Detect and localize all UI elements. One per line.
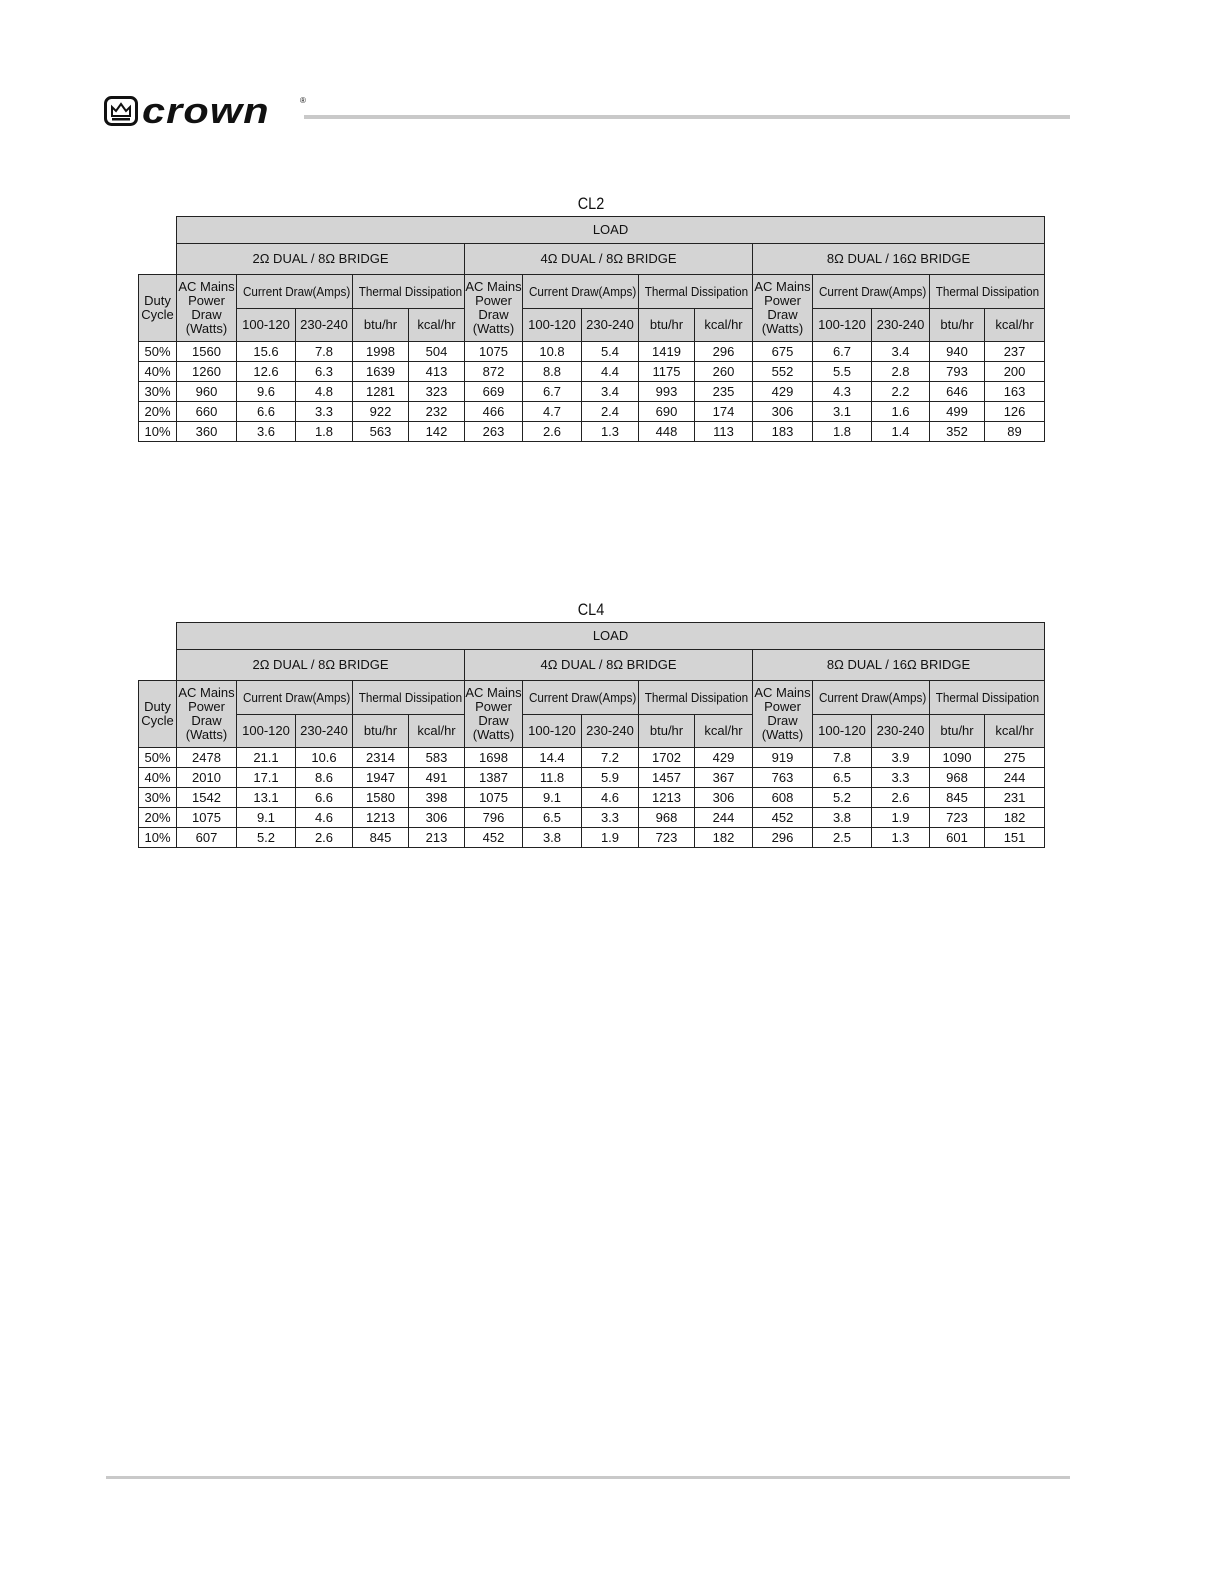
duty-cycle-cell: 20% [139,808,177,828]
table-cell: 7.8 [296,342,353,362]
unit-header: btu/hr [639,309,695,342]
table-cell: 452 [465,828,523,848]
crown-icon [104,96,138,126]
table-cell: 1.3 [582,422,639,442]
table-cell: 1075 [177,808,237,828]
table-cell: 7.8 [813,748,872,768]
table-cell: 993 [639,382,695,402]
table-cell: 9.6 [237,382,296,402]
table-cell: 1.6 [872,402,930,422]
table-cell: 2.8 [872,362,930,382]
table-cell: 182 [985,808,1045,828]
table-cell: 601 [930,828,985,848]
table-cell: 12.6 [237,362,296,382]
unit-header: 100-120 [237,715,296,748]
table-cell: 504 [409,342,465,362]
table-cell: 763 [753,768,813,788]
table-cell: 10.6 [296,748,353,768]
duty-cycle-cell: 40% [139,362,177,382]
table-cell: 607 [177,828,237,848]
current-draw-header [523,275,639,309]
unit-header: kcal/hr [985,309,1045,342]
duty-cycle-cell: 30% [139,788,177,808]
table-cell: 499 [930,402,985,422]
footer-divider [106,1476,1070,1479]
table-cell: 151 [985,828,1045,848]
table-cell: 237 [985,342,1045,362]
table-cell: 306 [695,788,753,808]
ac-mains-header: AC Mains Power Draw (Watts) [753,681,813,748]
unit-header: 100-120 [813,309,872,342]
table-cell: 922 [353,402,409,422]
table-cell: 796 [465,808,523,828]
unit-header: 230-240 [296,309,353,342]
table-cell: 244 [695,808,753,828]
table-cell: 660 [177,402,237,422]
ac-mains-header: AC Mains Power Draw (Watts) [177,275,237,342]
table-cell: 1702 [639,748,695,768]
ac-mains-header: AC Mains Power Draw (Watts) [465,275,523,342]
table-cell: 182 [695,828,753,848]
table-cell: 1.9 [872,808,930,828]
load-header-row [139,623,1045,650]
table-cell: 232 [409,402,465,422]
corner-cell [139,623,177,650]
table-cell: 263 [465,422,523,442]
table-cell: 3.9 [872,748,930,768]
table-cell: 6.5 [523,808,582,828]
table-cell: 1457 [639,768,695,788]
table-cell: 174 [695,402,753,422]
table-cell: 1075 [465,788,523,808]
table-cell: 1260 [177,362,237,382]
ac-mains-header: AC Mains Power Draw (Watts) [177,681,237,748]
unit-header: btu/hr [353,715,409,748]
table-cell: 9.1 [523,788,582,808]
thermal-dissipation-label: Thermal Dissipation [644,283,749,299]
cl4-spec-table [138,622,1045,848]
table-cell: 968 [930,768,985,788]
unit-header-row [139,715,1045,748]
table-cell: 2.2 [872,382,930,402]
unit-header: 100-120 [523,715,582,748]
table-cell: 244 [985,768,1045,788]
table-cell: 142 [409,422,465,442]
table-cell: 1.4 [872,422,930,442]
table-cell: 448 [639,422,695,442]
table-cell: 2.6 [523,422,582,442]
unit-header: kcal/hr [695,309,753,342]
table-title: CL2 [577,194,605,213]
table-row [139,362,1045,382]
load-group-header: 4Ω DUAL / 8Ω BRIDGE [465,244,753,275]
duty-cycle-cell: 40% [139,768,177,788]
crown-logo [104,90,270,131]
corner-cell [139,217,177,244]
table-cell: 5.5 [813,362,872,382]
table-cell: 21.1 [237,748,296,768]
table-cell: 452 [753,808,813,828]
table-cell: 3.6 [237,422,296,442]
table-cell: 1.3 [872,828,930,848]
table-cell: 1419 [639,342,695,362]
duty-cycle-cell: 30% [139,382,177,402]
thermal-dissipation-header [353,275,465,309]
table-row [139,342,1045,362]
brand-name: crown [142,90,270,131]
table-cell: 1213 [639,788,695,808]
table-cell: 5.9 [582,768,639,788]
thermal-dissipation-label: Thermal Dissipation [358,283,463,299]
thermal-dissipation-header [639,681,753,715]
table-cell: 15.6 [237,342,296,362]
current-draw-label: Current Draw(Amps) [242,689,351,705]
table-cell: 960 [177,382,237,402]
current-draw-header [237,275,353,309]
corner-cell [139,244,177,275]
column-header-row [139,681,1045,715]
table-cell: 1.8 [296,422,353,442]
duty-cycle-header: Duty Cycle [139,275,177,342]
table-cell: 5.2 [237,828,296,848]
ac-mains-header: AC Mains Power Draw (Watts) [753,275,813,342]
table-cell: 723 [639,828,695,848]
table-cell: 4.8 [296,382,353,402]
table-cell: 1580 [353,788,409,808]
header-divider [304,115,1070,119]
thermal-dissipation-label: Thermal Dissipation [935,283,1040,299]
table-cell: 323 [409,382,465,402]
table-cell: 126 [985,402,1045,422]
unit-header: 230-240 [872,715,930,748]
table-cell: 3.3 [582,808,639,828]
table-row [139,422,1045,442]
table-cell: 646 [930,382,985,402]
table-cell: 1213 [353,808,409,828]
unit-header: 100-120 [523,309,582,342]
load-group-header: 8Ω DUAL / 16Ω BRIDGE [753,650,1045,681]
current-draw-header [237,681,353,715]
table-cell: 608 [753,788,813,808]
table-cell: 2.6 [296,828,353,848]
current-draw-label: Current Draw(Amps) [528,283,637,299]
table-cell: 1075 [465,342,523,362]
table-cell: 4.4 [582,362,639,382]
unit-header: 100-120 [813,715,872,748]
table-cell: 5.4 [582,342,639,362]
table-cell: 8.6 [296,768,353,788]
table-cell: 4.3 [813,382,872,402]
table-cell: 552 [753,362,813,382]
table-cell: 2010 [177,768,237,788]
table-cell: 968 [639,808,695,828]
table-cell: 583 [409,748,465,768]
thermal-dissipation-label: Thermal Dissipation [935,689,1040,705]
table-cell: 10.8 [523,342,582,362]
table-cell: 793 [930,362,985,382]
table-cell: 200 [985,362,1045,382]
table-row [139,808,1045,828]
duty-cycle-cell: 50% [139,342,177,362]
unit-header: kcal/hr [409,309,465,342]
load-group-header: 2Ω DUAL / 8Ω BRIDGE [177,650,465,681]
table-cell: 1542 [177,788,237,808]
table-cell: 3.8 [813,808,872,828]
column-header-row [139,275,1045,309]
table-cell: 3.4 [582,382,639,402]
table-cell: 6.3 [296,362,353,382]
table-cell: 260 [695,362,753,382]
table-cell: 845 [353,828,409,848]
load-group-header: 2Ω DUAL / 8Ω BRIDGE [177,244,465,275]
table-row [139,768,1045,788]
table-row [139,748,1045,768]
table-cell: 4.6 [582,788,639,808]
table-cell: 235 [695,382,753,402]
current-draw-header [523,681,639,715]
current-draw-header [813,275,930,309]
table-cell: 3.8 [523,828,582,848]
table-cell: 8.8 [523,362,582,382]
unit-header: btu/hr [639,715,695,748]
table-cell: 4.7 [523,402,582,422]
unit-header: 230-240 [296,715,353,748]
table-cell: 6.7 [523,382,582,402]
table-cell: 1.9 [582,828,639,848]
unit-header: btu/hr [930,715,985,748]
table-cell: 306 [409,808,465,828]
table-cell: 845 [930,788,985,808]
unit-header: 230-240 [582,715,639,748]
table-row [139,402,1045,422]
corner-cell [139,650,177,681]
table-cell: 1639 [353,362,409,382]
table-cell: 3.3 [872,768,930,788]
thermal-dissipation-label: Thermal Dissipation [358,689,463,705]
load-group-header: 4Ω DUAL / 8Ω BRIDGE [465,650,753,681]
table-cell: 675 [753,342,813,362]
table-cell: 1947 [353,768,409,788]
table-cell: 13.1 [237,788,296,808]
table-cell: 11.8 [523,768,582,788]
table-cell: 2.4 [582,402,639,422]
table-cell: 466 [465,402,523,422]
table-cell: 7.2 [582,748,639,768]
table-row [139,382,1045,402]
thermal-dissipation-header [639,275,753,309]
table-cell: 429 [753,382,813,402]
duty-cycle-cell: 10% [139,422,177,442]
unit-header: kcal/hr [695,715,753,748]
table-cell: 413 [409,362,465,382]
load-group-header: 8Ω DUAL / 16Ω BRIDGE [753,244,1045,275]
table-cell: 6.5 [813,768,872,788]
thermal-dissipation-header [353,681,465,715]
table-cell: 89 [985,422,1045,442]
table-cell: 690 [639,402,695,422]
table-cell: 398 [409,788,465,808]
table-cell: 360 [177,422,237,442]
table-cell: 2314 [353,748,409,768]
registered-mark: ® [300,96,306,105]
current-draw-label: Current Draw(Amps) [818,283,927,299]
table-cell: 367 [695,768,753,788]
load-group-row [139,650,1045,681]
table-cell: 2478 [177,748,237,768]
table-cell: 919 [753,748,813,768]
duty-cycle-cell: 50% [139,748,177,768]
thermal-dissipation-label: Thermal Dissipation [644,689,749,705]
unit-header: 100-120 [237,309,296,342]
table-cell: 1698 [465,748,523,768]
table-cell: 3.4 [872,342,930,362]
table-cell: 213 [409,828,465,848]
current-draw-label: Current Draw(Amps) [242,283,351,299]
table-cell: 6.6 [237,402,296,422]
table-cell: 14.4 [523,748,582,768]
table-cell: 563 [353,422,409,442]
table-cell: 1281 [353,382,409,402]
table-cell: 1090 [930,748,985,768]
table-cell: 296 [695,342,753,362]
current-draw-label: Current Draw(Amps) [818,689,927,705]
unit-header: kcal/hr [409,715,465,748]
cl2-spec-table [138,216,1045,442]
page-header [104,90,1070,131]
table-row [139,828,1045,848]
table-cell: 17.1 [237,768,296,788]
table-cell: 429 [695,748,753,768]
current-draw-header [813,681,930,715]
table-cell: 1.8 [813,422,872,442]
duty-cycle-cell: 20% [139,402,177,422]
table-cell: 491 [409,768,465,788]
table-cell: 231 [985,788,1045,808]
table-cell: 113 [695,422,753,442]
table-cell: 9.1 [237,808,296,828]
table-cell: 940 [930,342,985,362]
table-cell: 872 [465,362,523,382]
table-cell: 669 [465,382,523,402]
table-cell: 275 [985,748,1045,768]
table-cell: 6.6 [296,788,353,808]
unit-header: btu/hr [930,309,985,342]
thermal-dissipation-header [930,275,1045,309]
unit-header: kcal/hr [985,715,1045,748]
table-cell: 5.2 [813,788,872,808]
table-cell: 3.1 [813,402,872,422]
table-cell: 2.6 [872,788,930,808]
table-cell: 306 [753,402,813,422]
unit-header-row [139,309,1045,342]
table-cell: 4.6 [296,808,353,828]
thermal-dissipation-header [930,681,1045,715]
table-cell: 1387 [465,768,523,788]
load-header: LOAD [177,217,1045,244]
table-cell: 6.7 [813,342,872,362]
table-cell: 1560 [177,342,237,362]
unit-header: 230-240 [582,309,639,342]
current-draw-label: Current Draw(Amps) [528,689,637,705]
table-cell: 163 [985,382,1045,402]
table-cell: 1175 [639,362,695,382]
table-cell: 723 [930,808,985,828]
duty-cycle-cell: 10% [139,828,177,848]
load-header-row [139,217,1045,244]
table-row [139,788,1045,808]
table-cell: 3.3 [296,402,353,422]
load-header: LOAD [177,623,1045,650]
table-title: CL4 [577,600,605,619]
table-cell: 1998 [353,342,409,362]
duty-cycle-header: Duty Cycle [139,681,177,748]
table-cell: 2.5 [813,828,872,848]
load-group-row [139,244,1045,275]
table-cell: 296 [753,828,813,848]
unit-header: 230-240 [872,309,930,342]
table-cell: 183 [753,422,813,442]
unit-header: btu/hr [353,309,409,342]
ac-mains-header: AC Mains Power Draw (Watts) [465,681,523,748]
table-cell: 352 [930,422,985,442]
